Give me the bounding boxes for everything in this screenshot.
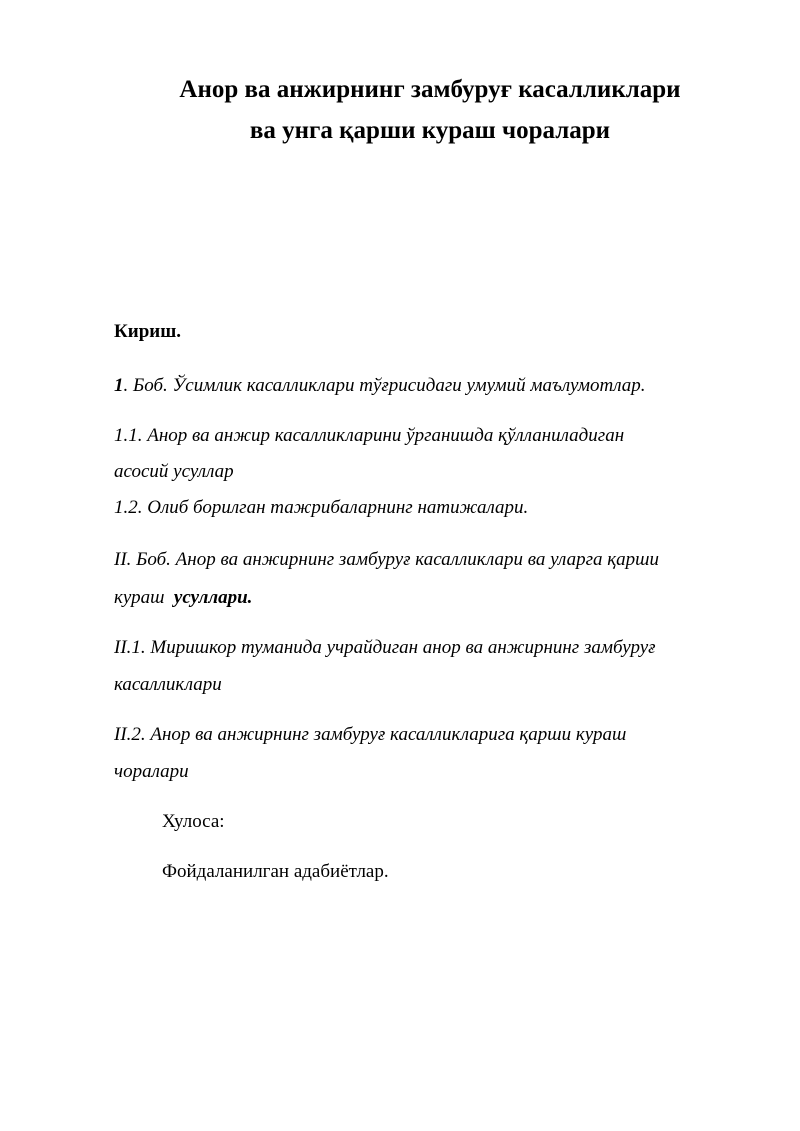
toc-chapter-1-number: 1 xyxy=(114,375,124,396)
toc-intro: Кириш. xyxy=(114,321,182,342)
toc-chapter-2-line-1: II. Боб. Анор ва анжирнинг замбуруғ касалликлари ва уларга қарши xyxy=(114,549,659,570)
toc-section-2-1-line-2: касалликлари xyxy=(114,674,222,695)
toc-section-2-2-line-1: II.2. Анор ва анжирнинг замбуруғ касалликларига қарши кураш xyxy=(114,724,627,745)
toc-chapter-2-line-2-plain: кураш xyxy=(114,587,174,608)
toc-section-1-1-line-1: 1.1. Анор ва анжир касалликларини ўрганишда қўлланиладиган xyxy=(114,425,625,446)
toc-references: Фойдаланилган адабиётлар. xyxy=(162,861,389,882)
toc-section-1-1-line-2: асосий усуллар xyxy=(114,461,234,482)
toc-section-2-2-line-2: чоралари xyxy=(114,761,189,782)
toc-section-1-2: 1.2. Олиб борилган тажрибаларнинг натижалари. xyxy=(114,497,529,518)
document-title-line-1: Анор ва анжирнинг замбуруғ касалликлари xyxy=(179,76,681,103)
toc-section-2-1-line-1: II.1. Миришкор туманида учрайдиган анор ва анжирнинг замбуруғ xyxy=(114,637,656,658)
toc-chapter-2-line-2-bold: усуллари. xyxy=(173,587,253,608)
toc-chapter-2-line-2 xyxy=(114,586,252,610)
document-title-line-2: ва унга қарши кураш чоралари xyxy=(249,117,611,144)
toc-chapter-1 xyxy=(114,374,646,398)
toc-conclusion: Хулоса: xyxy=(162,811,225,832)
toc-chapter-1-text: . Боб. Ўсимлик касалликлари тўғрисидаги умумий маълумотлар. xyxy=(123,375,646,396)
